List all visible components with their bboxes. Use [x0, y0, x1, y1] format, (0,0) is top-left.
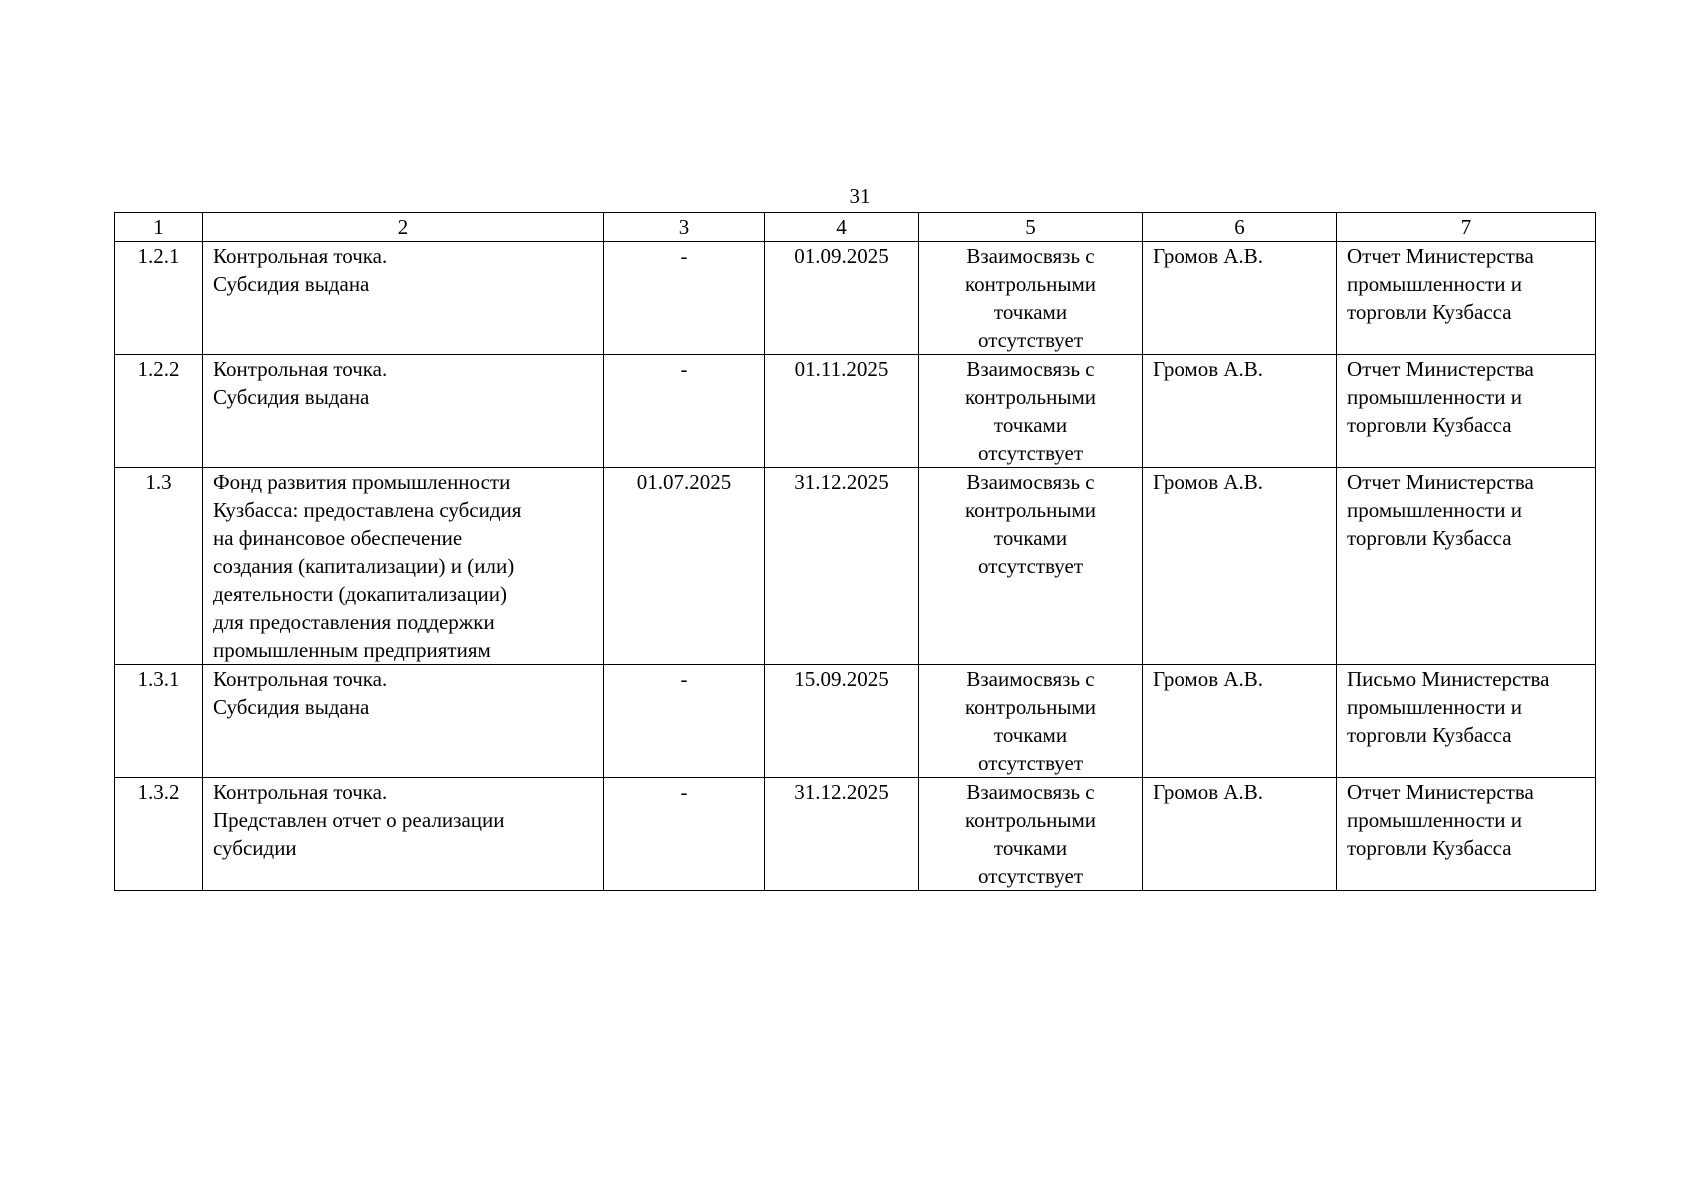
event-name-cell-line: деятельности (докапитализации)	[213, 582, 508, 606]
document-cell	[1337, 355, 1596, 468]
document-cell-line: Отчет Министерства	[1347, 357, 1534, 381]
relationship-cell-line: контрольными	[965, 385, 1096, 409]
document-cell-line: промышленности и	[1347, 695, 1522, 719]
relationship-cell	[919, 355, 1143, 468]
start-date-cell: 01.07.2025	[604, 468, 765, 665]
column-header: 1	[115, 213, 203, 242]
event-name-cell-line: создания (капитализации) и (или)	[213, 554, 515, 578]
table-row	[115, 665, 1596, 778]
table-row	[115, 355, 1596, 468]
row-number-cell: 1.3.1	[115, 665, 203, 778]
event-name-cell	[203, 355, 604, 468]
event-name-cell-line: Представлен отчет о реализации	[213, 808, 505, 832]
responsible-cell: Громов А.В.	[1143, 665, 1337, 778]
event-name-cell	[203, 665, 604, 778]
event-name-cell-line: Кузбасса: предоставлена субсидия	[213, 498, 522, 522]
document-cell-line: Отчет Министерства	[1347, 470, 1534, 494]
start-date-cell: -	[604, 242, 765, 355]
relationship-cell-line: отсутствует	[977, 864, 1084, 888]
relationship-cell-line: точками	[993, 526, 1068, 550]
end-date-cell: 31.12.2025	[765, 468, 919, 665]
column-header: 6	[1143, 213, 1337, 242]
end-date-cell: 01.09.2025	[765, 242, 919, 355]
event-name-cell	[203, 778, 604, 891]
document-cell-line: торговли Кузбасса	[1347, 300, 1512, 324]
document-cell-line: торговли Кузбасса	[1347, 836, 1512, 860]
document-cell-line: торговли Кузбасса	[1347, 526, 1512, 550]
relationship-cell-line: отсутствует	[977, 751, 1084, 775]
document-cell	[1337, 778, 1596, 891]
table-body	[115, 242, 1596, 891]
document-cell-line: промышленности и	[1347, 498, 1522, 522]
document-cell-line: Отчет Министерства	[1347, 780, 1534, 804]
row-number-cell: 1.2.2	[115, 355, 203, 468]
relationship-cell-line: отсутствует	[977, 328, 1084, 352]
table-row	[115, 778, 1596, 891]
document-cell-line: торговли Кузбасса	[1347, 413, 1512, 437]
relationship-cell-line: контрольными	[965, 695, 1096, 719]
table-row	[115, 242, 1596, 355]
relationship-cell-line: Взаимосвязь с	[966, 780, 1095, 804]
event-name-cell-line: Контрольная точка.	[213, 667, 388, 691]
row-number-cell: 1.2.1	[115, 242, 203, 355]
column-header: 4	[765, 213, 919, 242]
page-number: 31	[849, 184, 871, 208]
relationship-cell-line: отсутствует	[977, 554, 1084, 578]
responsible-cell: Громов А.В.	[1143, 242, 1337, 355]
event-name-cell-line: Фонд развития промышленности	[213, 470, 511, 494]
schedule-table	[114, 212, 1596, 891]
relationship-cell	[919, 242, 1143, 355]
event-name-cell-line: Контрольная точка.	[213, 780, 388, 804]
relationship-cell-line: точками	[993, 836, 1068, 860]
column-header: 2	[203, 213, 604, 242]
relationship-cell	[919, 468, 1143, 665]
document-cell-line: промышленности и	[1347, 385, 1522, 409]
event-name-cell	[203, 468, 604, 665]
relationship-cell-line: контрольными	[965, 498, 1096, 522]
event-name-cell-line: Контрольная точка.	[213, 357, 388, 381]
document-cell-line: Отчет Министерства	[1347, 244, 1534, 268]
document-cell-line: торговли Кузбасса	[1347, 723, 1512, 747]
relationship-cell-line: контрольными	[965, 272, 1096, 296]
relationship-cell-line: точками	[993, 723, 1068, 747]
event-name-cell-line: промышленным предприятиям	[213, 638, 491, 662]
column-header: 3	[604, 213, 765, 242]
column-header: 5	[919, 213, 1143, 242]
column-header: 7	[1337, 213, 1596, 242]
responsible-cell: Громов А.В.	[1143, 778, 1337, 891]
event-name-cell-line: на финансовое обеспечение	[213, 526, 463, 550]
document-cell-line: промышленности и	[1347, 808, 1522, 832]
end-date-cell: 01.11.2025	[765, 355, 919, 468]
event-name-cell-line: для предоставления поддержки	[213, 610, 495, 634]
relationship-cell-line: контрольными	[965, 808, 1096, 832]
relationship-cell-line: Взаимосвязь с	[966, 470, 1095, 494]
event-name-cell	[203, 242, 604, 355]
start-date-cell: -	[604, 665, 765, 778]
responsible-cell: Громов А.В.	[1143, 468, 1337, 665]
relationship-cell-line: отсутствует	[977, 441, 1084, 465]
event-name-cell-line: Субсидия выдана	[213, 695, 370, 719]
relationship-cell-line: Взаимосвязь с	[966, 667, 1095, 691]
document-cell	[1337, 242, 1596, 355]
start-date-cell: -	[604, 778, 765, 891]
relationship-cell-line: Взаимосвязь с	[966, 357, 1095, 381]
document-cell	[1337, 665, 1596, 778]
relationship-cell-line: точками	[993, 300, 1068, 324]
event-name-cell-line: Контрольная точка.	[213, 244, 388, 268]
event-name-cell-line: Субсидия выдана	[213, 385, 370, 409]
relationship-cell	[919, 665, 1143, 778]
table-header-row	[115, 213, 1596, 242]
event-name-cell-line: субсидии	[213, 836, 297, 860]
document-cell	[1337, 468, 1596, 665]
relationship-cell	[919, 778, 1143, 891]
event-name-cell-line: Субсидия выдана	[213, 272, 370, 296]
end-date-cell: 15.09.2025	[765, 665, 919, 778]
document-cell-line: Письмо Министерства	[1347, 667, 1550, 691]
relationship-cell-line: точками	[993, 413, 1068, 437]
end-date-cell: 31.12.2025	[765, 778, 919, 891]
responsible-cell: Громов А.В.	[1143, 355, 1337, 468]
document-cell-line: промышленности и	[1347, 272, 1522, 296]
start-date-cell: -	[604, 355, 765, 468]
relationship-cell-line: Взаимосвязь с	[966, 244, 1095, 268]
row-number-cell: 1.3	[115, 468, 203, 665]
table-row	[115, 468, 1596, 665]
row-number-cell: 1.3.2	[115, 778, 203, 891]
